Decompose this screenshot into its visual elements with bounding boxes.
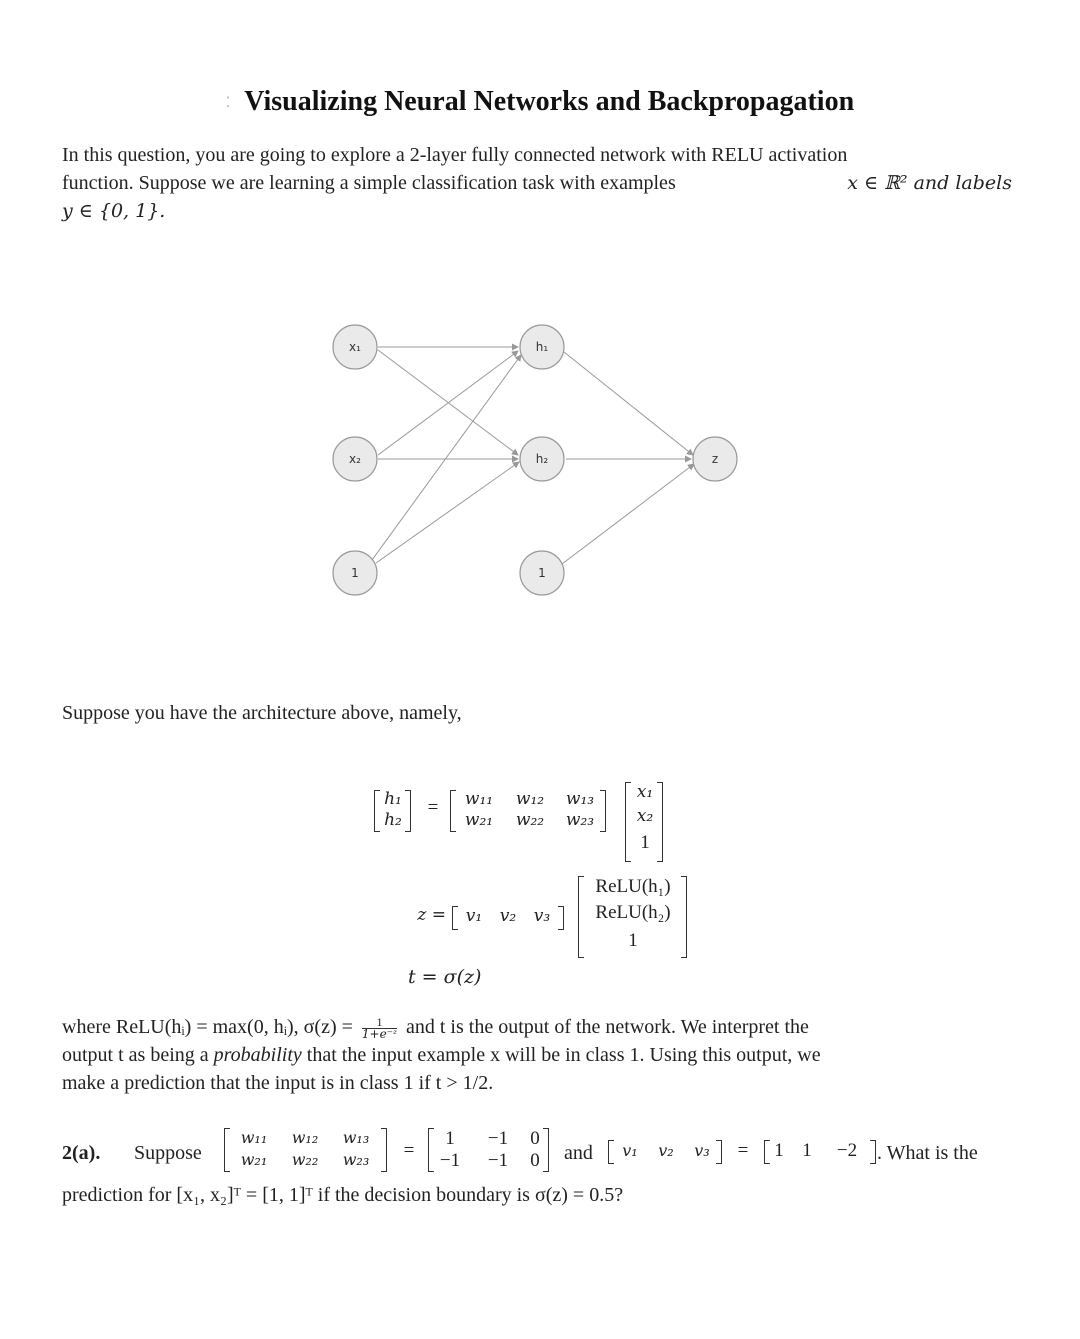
question-label: 2(a).: [62, 1142, 101, 1164]
q-equals: =: [403, 1140, 415, 1161]
relu-h1-entry: ReLU(h₁): [595, 876, 671, 897]
and-text: and: [564, 1142, 593, 1164]
z-equals: z =: [417, 905, 446, 925]
q-v1: v₁: [622, 1141, 638, 1160]
q-w21-val: −1: [439, 1150, 461, 1171]
h2-entry: h₂: [384, 810, 402, 830]
relu-h2-entry: ReLU(h₂): [595, 902, 671, 923]
title-text: Visualizing Neural Networks and Backpropagation: [244, 86, 855, 117]
q-v-equals: =: [737, 1140, 749, 1161]
q-w13: w₁₃: [342, 1128, 370, 1147]
edge-b-h2: [376, 462, 519, 563]
q-v2: v₂: [658, 1141, 674, 1160]
where-line-1: [62, 1013, 1012, 1041]
q-v2-val: 1: [802, 1140, 812, 1161]
architecture-sentence: Suppose you have the architecture above, namely,: [62, 702, 462, 724]
intro-paragraph: [62, 141, 1012, 225]
q-v3-val: −2: [836, 1140, 858, 1161]
q-w11: w₁₁: [240, 1128, 268, 1147]
equation-hidden-layer: [0, 780, 1080, 870]
v3-entry: v₃: [533, 906, 551, 926]
q-w23: w₂₃: [342, 1150, 370, 1169]
q-w12: w₁₂: [291, 1128, 319, 1147]
suppose-text: Suppose: [134, 1142, 202, 1164]
label-bias-hidden: 1: [538, 566, 546, 580]
q-w11-val: 1: [445, 1128, 455, 1149]
bracket: [381, 1128, 387, 1172]
intro-line-3: y ∈ {0, 1}.: [62, 200, 166, 222]
v1-entry: v₁: [465, 906, 483, 926]
output-definition: and t is the output of the network. We interpret the: [406, 1016, 809, 1038]
label-bias-input: 1: [351, 566, 359, 580]
fraction-numerator: 1: [362, 1017, 397, 1029]
relu-bias-entry: 1: [628, 930, 638, 951]
probability-emphasis: probability: [213, 1044, 302, 1066]
network-diagram: [0, 300, 1080, 620]
intro-line-2: [62, 169, 1012, 197]
question-2a: [0, 1120, 1080, 1220]
relu-definition: where ReLU(hᵢ) = max(0, hᵢ), σ(z) =: [62, 1016, 353, 1038]
q-v3: v₃: [694, 1141, 710, 1160]
q-v1-val: 1: [774, 1140, 784, 1161]
intro-line-1: In this question, you are going to explore a 2-layer fully connected network with RELU activation: [62, 144, 848, 166]
equation-output: [0, 870, 1080, 960]
x1-entry: x₁: [636, 782, 654, 802]
label-z: z: [711, 452, 719, 466]
label-h2: h₂: [535, 452, 549, 466]
x2-entry: x₂: [636, 806, 654, 826]
intro-line-2a: function. Suppose we are learning a simple classification task with examples: [62, 172, 676, 194]
label-h1: h₁: [535, 340, 549, 354]
fraction-denominator: 1+e⁻ᶻ: [361, 1026, 397, 1041]
equation-sigmoid: t = σ(z): [408, 966, 482, 988]
question-tail: . What is the: [877, 1142, 978, 1164]
w21-entry: w₂₁: [464, 810, 494, 830]
v2-entry: v₂: [499, 906, 517, 926]
where-line-2: [62, 1041, 1012, 1069]
w23-entry: w₂₃: [565, 810, 595, 830]
where-line-3: make a prediction that the input is in class 1 if t > 1/2.: [62, 1072, 494, 1094]
equals-sign: =: [427, 797, 439, 818]
edge-bh-z: [562, 464, 694, 564]
q-w13-val: 0: [530, 1128, 540, 1149]
title-ornament: ⁚: [225, 96, 231, 112]
sigmoid-fraction: [361, 1014, 397, 1041]
bracket: [870, 1140, 876, 1164]
where-line-2b: that the input example x will be in class 1. Using this output, we: [306, 1044, 821, 1066]
intro-line-2b: x ∈ ℝ² and labels: [847, 172, 1012, 194]
w13-entry: w₁₃: [565, 789, 595, 809]
where-paragraph: [62, 1013, 1012, 1097]
label-x2: x₂: [349, 452, 361, 466]
q-w23-val: 0: [530, 1150, 540, 1171]
w11-entry: w₁₁: [464, 789, 494, 809]
q-w12-val: −1: [487, 1128, 509, 1149]
where-line-2a: output t as being a: [62, 1044, 209, 1066]
q-w22: w₂₂: [291, 1150, 319, 1169]
q-w21: w₂₁: [240, 1150, 268, 1169]
w12-entry: w₁₂: [515, 789, 545, 809]
edge-b-h1: [372, 355, 521, 560]
edge-h1-z: [564, 352, 693, 455]
w22-entry: w₂₂: [515, 810, 545, 830]
h1-entry: h₁: [384, 789, 402, 809]
question-line-2: prediction for [x₁, x₂]ᵀ = [1, 1]ᵀ if the decision boundary is σ(z) = 0.5?: [62, 1184, 624, 1206]
bias-entry: 1: [640, 832, 650, 853]
section-title: [0, 86, 1080, 118]
label-x1: x₁: [349, 340, 361, 354]
q-w22-val: −1: [487, 1150, 509, 1171]
